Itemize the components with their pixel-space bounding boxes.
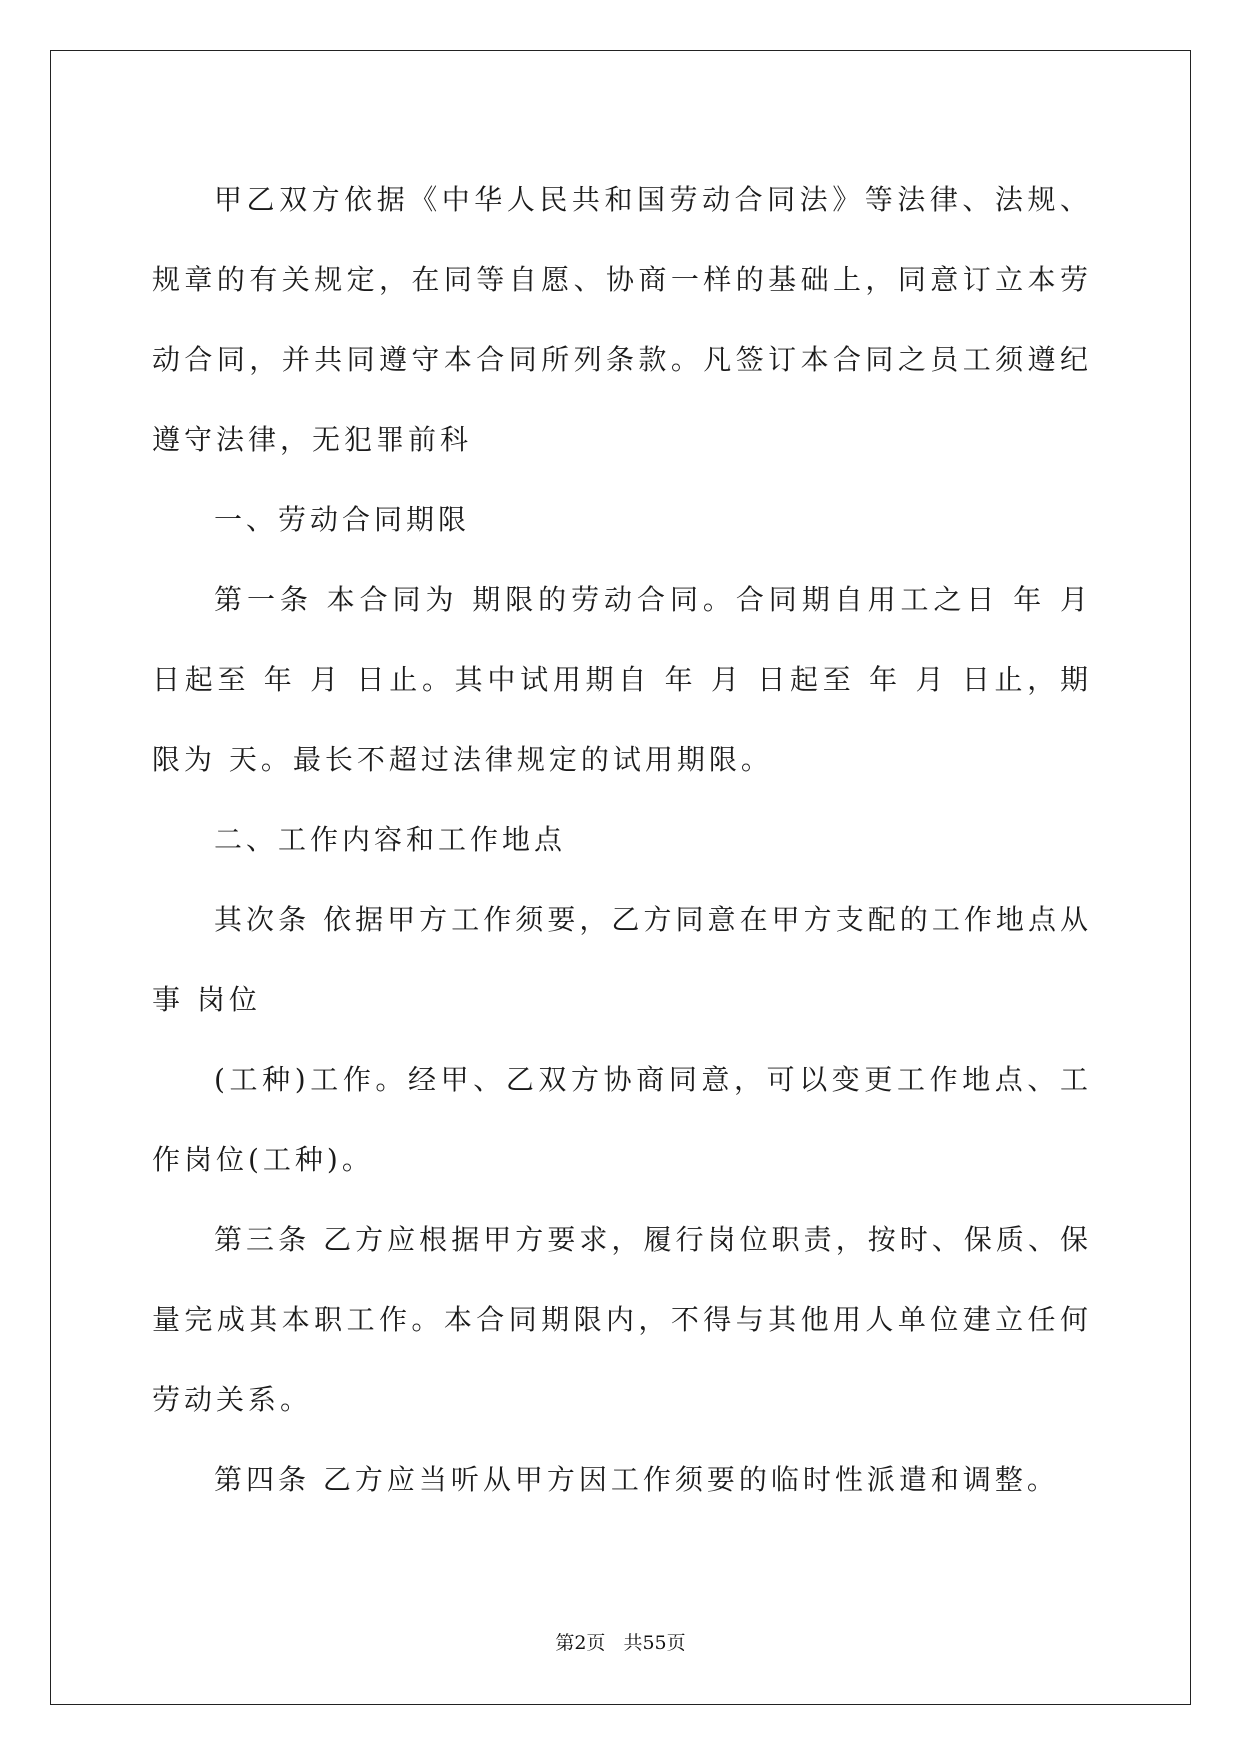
article-2-continued: (工种)工作。经甲、乙双方协商同意，可以变更工作地点、工作岗位(工种)。 <box>152 1063 1092 1176</box>
paragraph-preamble: 甲乙双方依据《中华人民共和国劳动合同法》等法律、法规、规章的有关规定，在同等自愿、协商一样的基础上，同意订立本劳动合同，并共同遵守本合同所列条款。凡签订本合同之员工须遵纪遵守法律，无犯罪前科 <box>152 183 1092 456</box>
article-1: 第一条 本合同为 期限的劳动合同。合同期自用工之日 年 月 日起至 年 月 日止。其中试用期自 年 月 日起至 年 月 日止，期限为 天。最长不超过法律规定的试用期限。 <box>152 583 1092 776</box>
page-number: 第2页 <box>555 1632 606 1654</box>
article-2: 其次条 依据甲方工作须要，乙方同意在甲方支配的工作地点从事 岗位 <box>152 903 1092 1016</box>
section-heading-contract-term: 一、劳动合同期限 <box>214 503 471 536</box>
section-heading-work-content: 二、工作内容和工作地点 <box>214 823 567 856</box>
page-footer <box>0 1631 1241 1655</box>
page-total: 共55页 <box>623 1632 686 1654</box>
article-4: 第四条 乙方应当听从甲方因工作须要的临时性派遣和调整。 <box>214 1463 1059 1496</box>
article-3: 第三条 乙方应根据甲方要求，履行岗位职责，按时、保质、保量完成其本职工作。本合同期限内，不得与其他用人单位建立任何劳动关系。 <box>152 1223 1092 1416</box>
document-body <box>152 160 1092 1520</box>
